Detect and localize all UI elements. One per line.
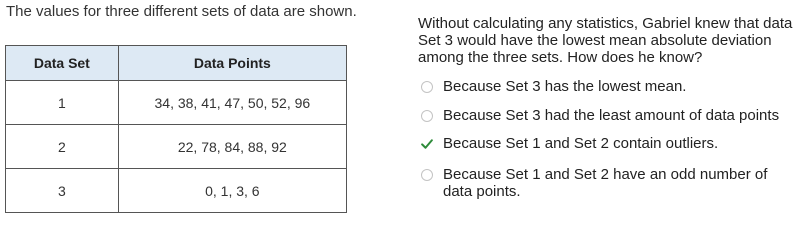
table-row [6, 169, 347, 213]
data-set-cell: 3 [6, 169, 119, 213]
answer-option-3[interactable] [418, 135, 800, 152]
answer-option-label: Because Set 3 had the least amount of data points [443, 107, 780, 124]
answer-option-4[interactable] [418, 166, 800, 200]
column-header-data-set: Data Set [6, 46, 119, 81]
data-points-cell: 0, 1, 3, 6 [118, 169, 346, 213]
data-points-cell: 22, 78, 84, 88, 92 [118, 125, 346, 169]
question-text: Without calculating any statistics, Gabriel knew that data Set 3 would have the lowest mean absolute deviation among the three sets. How does he know? [418, 15, 793, 66]
data-points-cell: 34, 38, 41, 47, 50, 52, 96 [118, 81, 346, 125]
table-header-row [6, 46, 347, 81]
answer-option-label: Because Set 1 and Set 2 contain outliers. [443, 135, 719, 152]
radio-unselected-icon[interactable] [421, 110, 433, 122]
table-row [6, 125, 347, 169]
column-header-data-points: Data Points [118, 46, 346, 81]
data-set-cell: 2 [6, 125, 119, 169]
radio-unselected-icon[interactable] [421, 81, 433, 93]
intro-text: The values for three different sets of data are shown. [6, 3, 357, 20]
data-table [5, 45, 347, 213]
radio-unselected-icon[interactable] [421, 169, 433, 181]
table-row [6, 81, 347, 125]
answer-option-2[interactable] [418, 107, 800, 124]
data-set-cell: 1 [6, 81, 119, 125]
answer-option-1[interactable] [418, 78, 800, 95]
answer-option-label: Because Set 3 has the lowest mean. [443, 78, 687, 95]
answer-option-label: Because Set 1 and Set 2 have an odd number of data points. [443, 166, 768, 200]
checkmark-icon [421, 138, 433, 150]
